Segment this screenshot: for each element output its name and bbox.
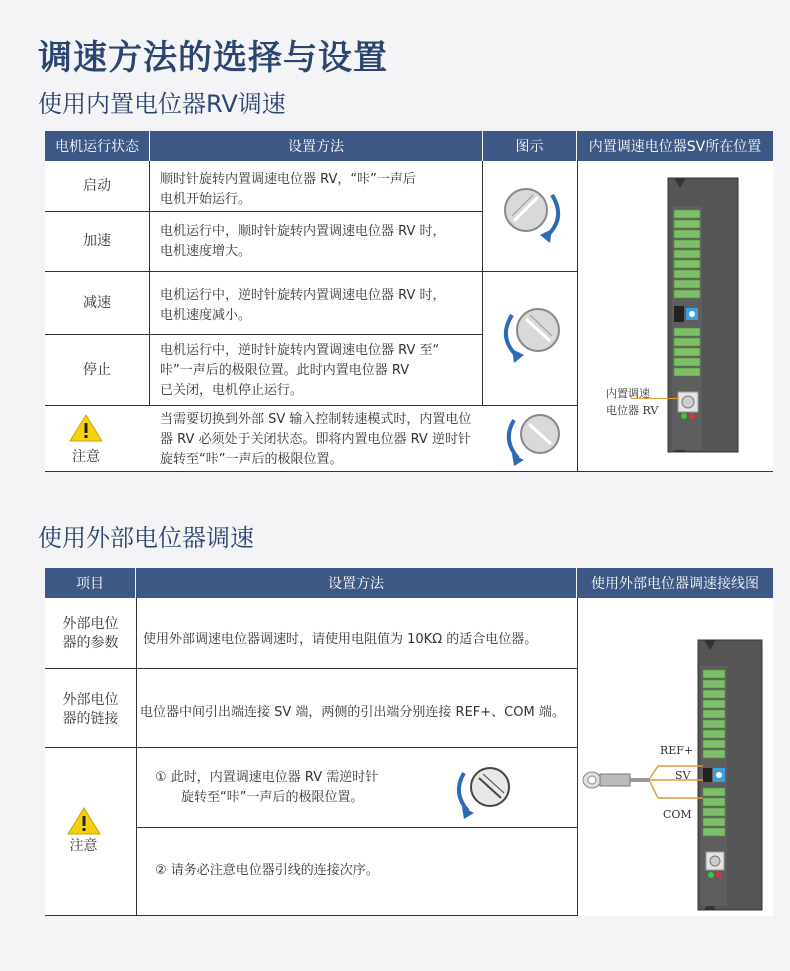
row-method-decel: 电机运行中，逆时针旋转内置调速电位器 RV 时， 电机速度减小。: [160, 288, 446, 323]
wire-label-com: COM: [663, 808, 692, 821]
external-potentiometer-wires: [580, 760, 710, 810]
note-label-1: 注意: [72, 448, 100, 465]
knob-clockwise-icon: [500, 183, 570, 247]
t2-note-item1: ① 此时，内置调速电位器 RV 需逆时针 旋转至“咔”一声后的极限位置。: [155, 770, 379, 805]
warning-icon: [68, 413, 104, 443]
t2-header-method: 设置方法: [136, 568, 576, 598]
t2-note-item2: ② 请务必注意电位器引线的连接次序。: [155, 863, 379, 878]
t2-item-connection: 外部电位 器的链接: [62, 692, 119, 727]
t2-method-connection: 电位器中间引出端连接 SV 端，两侧的引出端分别连接 REF+、COM 端。: [140, 705, 565, 720]
t2-item-params: 外部电位 器的参数: [62, 616, 119, 651]
t2-header-item: 项目: [45, 568, 135, 598]
section2-subtitle: 使用外部电位器调速: [38, 524, 254, 552]
t1-header-state: 电机运行状态: [45, 131, 149, 161]
wire-label-ref: REF+: [660, 744, 694, 757]
t1-header-location: 内置调速电位器SV所在位置: [577, 131, 773, 161]
knob-counterclockwise-icon: [496, 303, 566, 367]
knob-counterclockwise-note-icon: [500, 412, 566, 466]
note-label-2: 注意: [69, 837, 98, 854]
row-method-stop: 电机运行中，逆时针旋转内置调速电位器 RV 至“ 咔”一声后的极限位置。此时内置电位器 RV 已关闭，电机停止运行。: [160, 343, 440, 398]
note-text-1: 当需要切换到外部 SV 输入控制转速模式时，内置电位 器 RV 必须处于关闭状态。即将内置电位器 RV 逆时针 旋转至“咔”一声后的极限位置。: [160, 412, 472, 467]
driver-module-rv-image: [668, 178, 740, 454]
t2-method-params: 使用外部调速电位器调速时，请使用电阻值为 10KΩ 的适合电位器。: [143, 632, 538, 647]
t2-header-wiring: 使用外部电位器调速接线图: [577, 568, 773, 598]
row-method-start: 顺时针旋转内置调速电位器 RV，“咔”一声后 电机开始运行。: [160, 172, 416, 207]
wire-label-sv: SV: [675, 769, 691, 782]
section1-subtitle: 使用内置电位器RV调速: [38, 90, 286, 118]
row-state-stop: 停止: [83, 361, 111, 378]
row-state-decel: 减速: [83, 294, 111, 311]
row-state-start: 启动: [83, 177, 111, 194]
t1-header-figure: 图示: [483, 131, 576, 161]
page-title: 调速方法的选择与设置: [38, 38, 388, 78]
t1-header-method: 设置方法: [150, 131, 482, 161]
warning-icon: [66, 806, 102, 836]
row-method-accel: 电机运行中，顺时针旋转内置调速电位器 RV 时， 电机速度增大。: [160, 224, 446, 259]
knob-counterclockwise-note2-icon: [452, 765, 516, 819]
rv-label: 内置调速 电位器 RV: [606, 387, 659, 417]
row-state-accel: 加速: [83, 233, 111, 249]
